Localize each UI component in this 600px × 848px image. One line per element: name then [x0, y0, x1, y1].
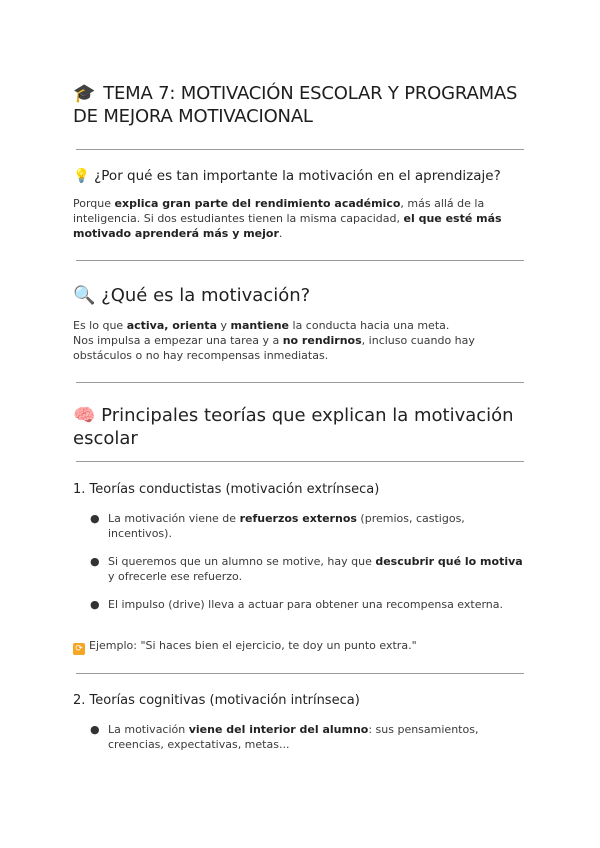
document-page: 🎓 TEMA 7: MOTIVACIÓN ESCOLAR Y PROGRAMAS DE MEJORA MOTIVACIONAL 💡 ¿Por qué es tan importante la motivación en el aprendizaje? Porque explica gran parte del rendimiento académico, más allá de la inteligencia. Si dos estudiantes tienen la misma capacidad, el que esté más motivado aprenderá más y mejor. 🔍 ¿Qué es la motivación? Es lo que activa, orienta y mantiene la conducta hacia una meta. Nos impulsa a empezar una tarea y a no rendirnos, incluso cuando hay obstáculos o no hay recompensas inmediatas. 🧠 Principales teorías que explican la motivación escolar 1. Teorías conductistas (motivación extrínseca) ● La motivación viene de refuerzos externos (premios, castigos, incentivos). ● Si queremos que un alumno se motive, hay que descubrir qué lo motiva y ofrecerle ese refuerzo. ● El impulso (drive) lleva a actuar para obtener una recompensa externa. ⟳ Ejemplo: "Si haces bien el ejercicio, te doy un punto extra." 2. Teorías cognitivas (motivación intrínseca) ● La motivación viene del interior del alumno: sus pensamientos, creencias, expectativas, metas...: [0, 0, 600, 848]
brain-icon: 🧠: [73, 405, 96, 426]
bullet-icon: ●: [90, 598, 100, 611]
bullet-icon: ●: [90, 512, 100, 525]
paragraph-definition: Es lo que activa, orienta y mantiene la conducta hacia una meta. Nos impulsa a empezar una tarea y a no rendirnos, incluso cuando hay obstáculos o no hay recompensas inmediatas.: [73, 319, 475, 362]
magnifier-icon: 🔍: [73, 285, 96, 306]
page-title: 🎓 TEMA 7: MOTIVACIÓN ESCOLAR Y PROGRAMAS DE MEJORA MOTIVACIONAL: [73, 83, 518, 127]
bullet-icon: ●: [90, 555, 100, 568]
section-heading-importance: 💡 ¿Por qué es tan importante la motivación en el aprendizaje?: [73, 168, 501, 184]
subheading-cognitive: 2. Teorías cognitivas (motivación intrínseca): [73, 693, 360, 708]
section-heading-definition: 🔍 ¿Qué es la motivación?: [73, 285, 311, 306]
subheading-behaviorist: 1. Teorías conductistas (motivación extrínseca): [73, 482, 380, 497]
divider: [76, 461, 524, 462]
divider: [76, 260, 524, 261]
example-line: ⟳ Ejemplo: "Si haces bien el ejercicio, te doy un punto extra.": [73, 638, 417, 655]
divider: [76, 149, 524, 150]
divider: [76, 673, 524, 674]
lightbulb-icon: 💡: [73, 168, 90, 184]
paragraph-importance: Porque explica gran parte del rendimiento académico, más allá de la inteligencia. Si dos estudiantes tienen la misma capacidad, el que esté más motivado aprenderá más y mejor.: [73, 197, 502, 240]
section-heading-theories: 🧠 Principales teorías que explican la motivación escolar: [73, 405, 514, 449]
bullet-icon: ●: [90, 723, 100, 736]
repeat-icon: ⟳: [73, 643, 85, 655]
graduation-cap-icon: 🎓: [73, 83, 96, 104]
divider: [76, 382, 524, 383]
